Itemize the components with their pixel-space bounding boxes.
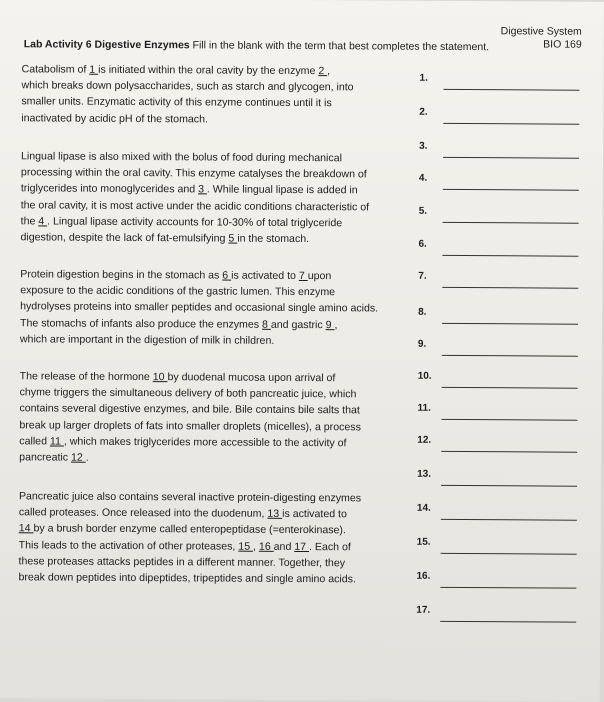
answer-row (416, 605, 586, 624)
text-segment: smaller units. Enzymatic activity of this enzyme continues until it is (21, 95, 332, 110)
blank-number: 17 (294, 540, 310, 553)
answer-row (417, 537, 587, 556)
text-segment: contains several digestive enzymes, and bile. Bile contains bile salts that (19, 402, 360, 417)
blank-number: 11 (49, 435, 64, 448)
answer-number: 15. (416, 536, 431, 548)
answer-number: 2. (419, 106, 428, 118)
text-segment: and gastric (270, 318, 326, 331)
text-segment: processing within the oral cavity. This enzyme catalyses the breakdown of (20, 166, 367, 181)
answer-number: 16. (416, 570, 431, 582)
answer-blank[interactable] (443, 189, 579, 191)
paragraph-line (21, 181, 409, 200)
paragraph-line (19, 401, 407, 420)
text-segment: inactivated by acidic pH of the stomach. (21, 111, 208, 126)
text-segment: and (273, 540, 295, 553)
text-segment: . While lingual lipase is added in (206, 183, 358, 197)
text-segment: triglycerides into monoglycerides and (20, 182, 199, 196)
answer-row (417, 503, 587, 522)
answer-blank[interactable] (442, 255, 578, 257)
paragraph-line (19, 521, 407, 540)
blank-number: 1 (89, 63, 99, 76)
answer-blank[interactable] (443, 222, 579, 224)
answer-row (419, 173, 589, 192)
text-segment: by duodenal mucosa upon arrival of (167, 371, 336, 385)
answer-number: 8. (418, 306, 427, 318)
answer-row (419, 206, 589, 225)
answer-row (418, 339, 588, 358)
paragraph-line (19, 449, 407, 468)
answer-number: 12. (417, 434, 432, 446)
paragraph-5 (18, 488, 407, 588)
blank-number: 4 (38, 215, 48, 228)
blank-number: 6 (222, 269, 232, 282)
instructions-text: Fill in the blank with the term that best completes the statement. (189, 39, 490, 54)
text-segment: which are important in the digestion of milk in children. (19, 333, 275, 347)
answer-blank[interactable] (443, 123, 579, 125)
text-segment: hydrolyses proteins into smaller peptides and occasional single amino acids. (20, 300, 379, 315)
paragraph-2 (20, 148, 409, 248)
answer-blank[interactable] (442, 355, 578, 357)
blank-number: 15 (238, 540, 254, 553)
text-segment: , (253, 540, 259, 553)
text-segment: which breaks down polysaccharides, such as starch and glycogen, into (21, 79, 354, 94)
blank-number: 7 (298, 269, 308, 283)
text-segment: , which makes triglycerides more accessible to the activity of (63, 435, 347, 450)
answer-blank[interactable] (443, 157, 579, 159)
text-segment: , (334, 318, 338, 331)
blank-number: 5 (228, 232, 238, 245)
blank-number: 13 (267, 508, 283, 521)
answer-number: 6. (418, 238, 427, 250)
answer-number: 4. (418, 172, 428, 184)
answer-row (418, 239, 588, 258)
answer-number: 3. (419, 140, 428, 152)
course-code: BIO 169 (543, 38, 582, 51)
text-segment: upon (307, 270, 332, 283)
text-segment: is activated to (231, 269, 299, 282)
answer-blank[interactable] (441, 419, 577, 421)
text-segment: Catabolism of (21, 63, 90, 76)
blank-number: 14 (18, 522, 34, 535)
blank-number: 8 (262, 318, 271, 331)
blank-number: 10 (152, 371, 168, 384)
text-segment: The release of the hormone (19, 370, 153, 384)
answer-row (419, 73, 589, 92)
paragraph-4 (19, 368, 408, 468)
answer-blank[interactable] (441, 519, 577, 521)
text-segment: exposure to the acidic conditions of the gastric lumen. This enzyme (20, 284, 336, 299)
paragraph-3 (20, 266, 408, 349)
blank-number: 9 (325, 318, 335, 331)
blank-number: 2 (318, 65, 328, 78)
answer-blank[interactable] (442, 287, 578, 289)
paragraph-line (18, 569, 406, 588)
answer-number: 7. (418, 270, 427, 282)
answer-blank[interactable] (441, 553, 577, 555)
blank-number: 3 (198, 183, 207, 196)
text-segment: called (19, 435, 50, 448)
answer-number: 5. (418, 205, 428, 217)
text-segment: by a brush border enzyme called enteropeptidase (=enterokinase). (33, 522, 346, 537)
text-segment: , (327, 65, 331, 78)
answer-number: 9. (417, 338, 427, 350)
answer-row (419, 141, 589, 160)
answer-row (417, 469, 587, 488)
paragraph-line (20, 299, 408, 318)
answer-blank[interactable] (441, 451, 577, 453)
paragraph-1 (21, 61, 409, 128)
text-segment: pancreatic (19, 451, 72, 464)
answer-number: 13. (417, 468, 432, 480)
text-segment: digestion, despite the lack of fat-emulsifying (20, 231, 229, 245)
text-segment: . Each of (308, 540, 351, 553)
answer-row (418, 271, 588, 290)
answer-row (416, 571, 586, 590)
text-segment: in the stomach. (237, 232, 310, 246)
answer-row (418, 371, 588, 390)
text-segment: chyme triggers the simultaneous delivery of both pancreatic juice, which (19, 386, 357, 401)
text-segment: Lingual lipase is also mixed with the bolus of food during mechanical (21, 150, 343, 165)
answer-number: 10. (417, 370, 432, 382)
answer-blank[interactable] (442, 323, 578, 325)
activity-title: Lab Activity 6 Digestive Enzymes (23, 38, 190, 52)
text-segment: is initiated within the oral cavity by the enzyme (98, 63, 319, 78)
answer-row (417, 403, 587, 422)
answer-row (419, 107, 589, 126)
answer-row (417, 435, 587, 454)
text-segment: Pancreatic juice also contains several inactive protein-digesting enzymes (18, 490, 362, 505)
paragraph-line (20, 229, 408, 248)
paragraph-line (21, 94, 409, 113)
answer-row (418, 307, 588, 326)
text-segment: The stomachs of infants also produce the enzymes (19, 316, 263, 331)
text-segment: the (20, 215, 39, 228)
paragraph-line (20, 331, 408, 350)
text-segment: . (85, 451, 89, 464)
answer-blank[interactable] (441, 485, 577, 487)
text-segment: break down peptides into dipeptides, tripeptides and single amino acids. (18, 571, 356, 586)
blank-number: 12 (70, 451, 86, 464)
answer-number: 11. (417, 402, 431, 414)
text-segment: these proteases attacks peptides in a different manner. Together, they (18, 555, 346, 570)
answer-blank[interactable] (440, 587, 576, 589)
course-title: Digestive System (500, 25, 582, 38)
answer-blank[interactable] (442, 387, 578, 389)
answer-number: 1. (419, 72, 428, 84)
text-segment: called proteases. Once released into the duodenum, (18, 506, 268, 521)
answer-number: 14. (416, 502, 431, 514)
blank-number: 16 (258, 540, 274, 553)
text-segment: Protein digestion begins in the stomach as (20, 268, 223, 282)
text-segment: This leads to the activation of other proteases, (18, 538, 239, 553)
instructions (24, 38, 544, 53)
text-segment: is activated to (282, 508, 347, 521)
text-segment: break up larger droplets of fats into smaller droplets (micelles), a process (19, 418, 361, 433)
answer-blank[interactable] (440, 621, 576, 623)
answer-blank[interactable] (443, 89, 579, 91)
text-segment: . Lingual lipase activity accounts for 10-30% of total triglyceride (47, 215, 343, 230)
text-segment: the oral cavity, it is most active under the acidic conditions characteristic of (20, 198, 370, 214)
paragraph-line (21, 110, 409, 129)
answer-number: 17. (416, 604, 431, 616)
